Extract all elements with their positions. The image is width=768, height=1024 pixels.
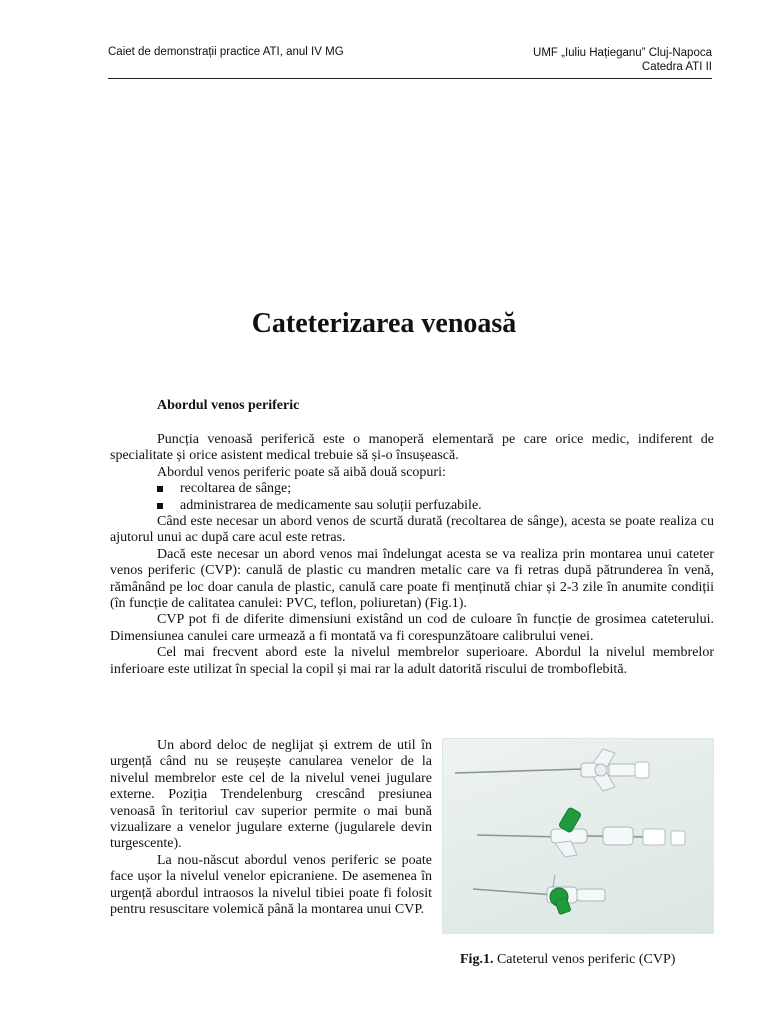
section-heading: Abordul venos periferic (157, 398, 300, 413)
header-university: UMF „Iuliu Hațieganu” Cluj-Napoca (533, 47, 712, 59)
list-item: recoltarea de sânge; (110, 481, 714, 497)
paragraph-sizes: CVP pot fi de diferite dimensiuni existând un cod de culoare în funcție de grosimea cateterului. Dimensiunea canulei care urmează a fi montată va fi corespunzătoare calibrului venei. (110, 612, 714, 644)
catheter-photo (442, 738, 714, 934)
figure-label: Fig.1. (460, 952, 494, 967)
paragraph-jugular: Un abord deloc de neglijat și extrem de util în urgență când nu se reușește canularea venelor de la nivelul membrelor este cel de la nivelul venei jugulare externe. Poziția Trendelenburg crescând presiunea venoasă în teritoriul cav superior permite o mai bună vizualizare a venelor jugulare externe (jugularele devin turgescente). (110, 738, 432, 852)
figure-caption (460, 952, 675, 968)
catheter-illustration (443, 739, 714, 934)
paragraph-short-term: Când este necesar un abord venos de scurtă durată (recoltarea de sânge), acesta se poate realiza cu ajutorul unui ac după care acul este retras. (110, 514, 714, 546)
header-right-text (533, 46, 712, 74)
header-divider (108, 78, 712, 79)
header-left-text: Caiet de demonstrații practice ATI, anul IV MG (108, 46, 344, 58)
page-title: Cateterizarea venoasă (251, 308, 517, 339)
body-text (110, 432, 714, 678)
header-department: Catedra ATI II (641, 61, 712, 73)
catheter-middle (477, 807, 685, 857)
paragraph-sites: Cel mai frecvent abord este la nivelul membrelor superioare. Abordul la nivelul membrelor inferioare este utilizat în special la copil și mai rar la adult datorită riscului de tromboflebită. (110, 645, 714, 677)
paragraph-newborn: La nou-născut abordul venos periferic se poate face ușor la nivelul venelor epicraniene. De asemenea în urgență abordul intraosos la nivelul tibiei poate fi folosit pentru resuscitare volemică până la montarea unui CVP. (110, 852, 432, 918)
catheter-bottom (473, 875, 605, 915)
figure-caption-text: Cateterul venos periferic (CVP) (493, 952, 676, 967)
list-item: administrarea de medicamente sau soluții perfuzabile. (110, 498, 714, 514)
purposes-list (110, 481, 714, 514)
paragraph-purposes: Abordul venos periferic poate să aibă două scopuri: (157, 464, 446, 480)
catheter-top (455, 749, 649, 791)
paragraph-long-term: Dacă este necesar un abord venos mai îndelungat acesta se va realiza prin montarea unui cateter venos periferic (CVP): canulă de plastic cu mandren metalic care va fi retras după pătrunderea în venă, rămânând pe loc doar canula de plastic, canulă care poate fi menținută chiar și 2-3 zile în anumite condiții (în funcție de calitatea canulei: PVC, teflon, poliuretan) (Fig.1). (110, 546, 714, 612)
paragraph-intro: Puncția venoasă periferică este o manoperă elementară pe care orice medic, indiferent de specialitate și orice asistent medical trebuie să și-o însușească. (110, 432, 714, 464)
side-text (110, 738, 432, 918)
